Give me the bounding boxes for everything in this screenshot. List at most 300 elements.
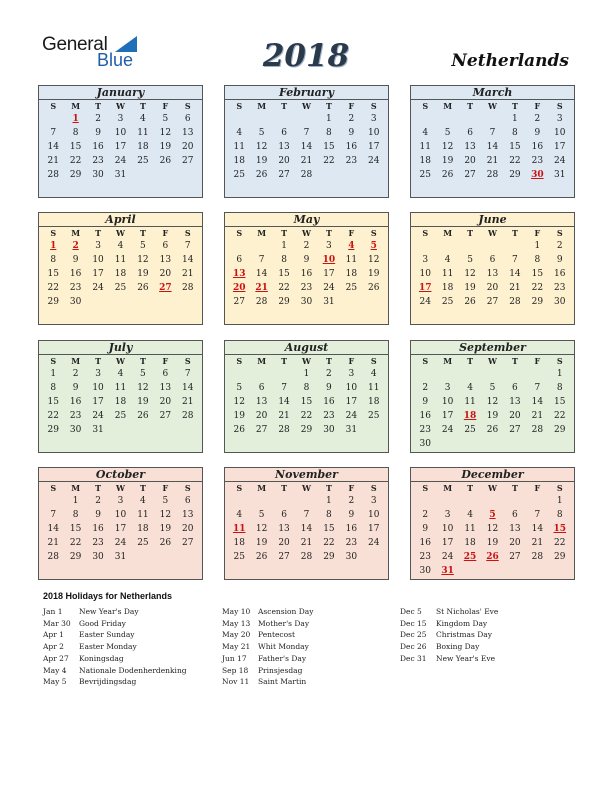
weekday-label: F: [534, 228, 541, 238]
day-cell: 15: [323, 142, 335, 152]
day-cell: 19: [159, 142, 172, 152]
month-february: [224, 85, 389, 198]
day-cell: 22: [278, 283, 290, 293]
day-cell: 15: [69, 142, 82, 152]
weekday-label: T: [139, 356, 146, 366]
day-cell: 22: [69, 156, 82, 166]
day-cell: 14: [300, 524, 313, 534]
logo-text-general: General: [42, 34, 108, 55]
day-cell: 24: [441, 552, 454, 562]
day-cell: 17: [368, 142, 380, 152]
day-cell: 8: [534, 255, 541, 265]
day-cell: 23: [345, 156, 358, 166]
day-cell: 17: [323, 269, 335, 279]
day-cell: 16: [554, 269, 566, 279]
day-cell: 3: [117, 114, 124, 124]
day-cell: 26: [137, 283, 149, 293]
holiday-row: [400, 641, 498, 653]
day-cell: 29: [554, 425, 566, 435]
day-cell: 16: [323, 397, 335, 407]
weekday-label: W: [302, 228, 311, 238]
day-cell: 3: [444, 510, 451, 520]
day-cell: 5: [236, 383, 243, 393]
day-cell: 4: [236, 128, 243, 138]
day-cell: 12: [255, 524, 268, 534]
weekday-label: T: [139, 483, 146, 493]
day-cell: 7: [303, 128, 310, 138]
day-cell: 31: [114, 170, 127, 180]
day-cell: 9: [72, 255, 79, 265]
month-title: April: [39, 213, 202, 227]
day-cell: 24: [92, 283, 104, 293]
day-cell: 1: [326, 496, 332, 506]
day-cell: 1: [303, 369, 310, 379]
day-cell: 16: [92, 142, 104, 152]
day-cell: 25: [345, 283, 358, 293]
day-cell: 29: [69, 552, 82, 562]
month-september: [410, 340, 575, 453]
day-cell: 15: [509, 142, 521, 152]
holiday-row: [400, 618, 498, 630]
day-cell: 7: [50, 128, 57, 138]
holiday-day-cell: 25: [463, 552, 477, 562]
day-cell: 6: [162, 241, 169, 251]
weekday-label: M: [71, 228, 81, 238]
weekday-label: F: [534, 483, 541, 493]
day-cell: 11: [464, 397, 476, 407]
day-cell: 14: [531, 524, 544, 534]
day-cell: 25: [368, 411, 380, 421]
weekday-label: T: [511, 228, 518, 238]
holiday-name: Koningsdag: [79, 653, 124, 663]
day-cell: 13: [182, 128, 194, 138]
day-cell: 3: [95, 369, 101, 379]
day-cell: 24: [554, 156, 566, 166]
holiday-day-cell: 26: [486, 552, 499, 562]
month-august: [224, 340, 389, 453]
day-cell: 2: [534, 114, 541, 124]
weekday-label: M: [257, 483, 267, 493]
holiday-name: New Year's Day: [79, 607, 139, 616]
day-cell: 27: [278, 552, 290, 562]
day-cell: 10: [419, 269, 431, 279]
weekday-label: M: [257, 101, 267, 111]
weekday-label: S: [556, 356, 563, 366]
day-cell: 6: [184, 496, 191, 506]
holiday-date: May 4: [43, 665, 67, 675]
day-cell: 13: [278, 524, 290, 534]
day-cell: 27: [486, 297, 499, 307]
empty-day-cell: [481, 494, 503, 508]
holiday-name: Whit Monday: [258, 642, 309, 652]
day-cell: 23: [323, 411, 335, 421]
day-cell: 23: [300, 283, 313, 293]
day-cell: 28: [300, 170, 313, 180]
day-cell: 2: [422, 383, 429, 393]
day-cell: 13: [159, 383, 172, 393]
day-cell: 2: [72, 369, 79, 379]
day-cell: 13: [159, 255, 172, 265]
day-cell: 28: [47, 552, 59, 562]
weekday-label: S: [556, 483, 563, 493]
day-cell: 3: [95, 241, 101, 251]
day-cell: 15: [47, 397, 59, 407]
day-cell: 1: [556, 369, 563, 379]
weekday-label: S: [422, 483, 429, 493]
day-cell: 24: [92, 411, 104, 421]
holiday-date: May 5: [43, 677, 67, 687]
day-cell: 16: [92, 524, 104, 534]
day-cell: 4: [236, 510, 243, 520]
day-cell: 1: [534, 241, 541, 251]
day-cell: 14: [486, 142, 499, 152]
weekday-label: F: [534, 101, 541, 111]
day-cell: 14: [509, 269, 521, 279]
day-cell: 23: [69, 283, 82, 293]
day-cell: 9: [348, 128, 355, 138]
day-cell: 9: [326, 383, 332, 393]
holiday-row: [43, 618, 187, 630]
day-cell: 1: [50, 369, 57, 379]
day-cell: 20: [464, 156, 476, 166]
holiday-row: [222, 606, 313, 618]
weekday-header-row: [411, 227, 574, 239]
day-cell: 25: [233, 552, 245, 562]
day-cell: 29: [278, 297, 290, 307]
holiday-name: St Nicholas' Eve: [436, 607, 499, 616]
weekday-label: S: [370, 101, 377, 111]
weekday-header-row: [39, 227, 202, 239]
weekday-label: F: [348, 228, 355, 238]
day-grid: [39, 494, 202, 564]
weekday-label: W: [116, 356, 125, 366]
empty-day-cell: [436, 239, 458, 253]
day-cell: 6: [258, 383, 265, 393]
day-cell: 18: [368, 397, 380, 407]
weekday-label: S: [370, 483, 377, 493]
day-grid: [411, 367, 574, 451]
day-cell: 2: [348, 114, 355, 124]
empty-day-cell: [228, 367, 250, 381]
weekday-label: W: [488, 356, 497, 366]
day-cell: 11: [419, 142, 431, 152]
holiday-row: [43, 641, 187, 653]
day-cell: 6: [467, 128, 473, 138]
month-title: June: [411, 213, 574, 227]
day-cell: 7: [489, 128, 496, 138]
weekday-label: W: [302, 356, 311, 366]
holiday-row: [43, 653, 187, 665]
day-cell: 19: [464, 283, 476, 293]
day-cell: 9: [422, 524, 429, 534]
holiday-row: [222, 665, 313, 677]
holiday-row: [222, 653, 313, 665]
month-october: [38, 467, 203, 580]
holiday-day-cell: 21: [255, 283, 268, 293]
weekday-label: M: [257, 356, 267, 366]
day-cell: 24: [441, 425, 454, 435]
day-cell: 4: [370, 369, 377, 379]
weekday-label: W: [116, 483, 125, 493]
day-cell: 19: [255, 156, 268, 166]
weekday-label: M: [443, 228, 453, 238]
holiday-date: Jun 17: [222, 653, 247, 663]
holiday-day-cell: 27: [159, 283, 172, 293]
weekday-label: M: [257, 228, 267, 238]
weekday-header-row: [411, 355, 574, 367]
day-grid: [39, 367, 202, 437]
day-cell: 5: [258, 128, 265, 138]
day-cell: 3: [556, 114, 563, 124]
empty-day-cell: [481, 367, 503, 381]
day-cell: 11: [114, 255, 127, 265]
day-cell: 22: [554, 411, 566, 421]
day-cell: 25: [233, 170, 245, 180]
day-cell: 26: [255, 552, 268, 562]
day-cell: 10: [554, 128, 566, 138]
day-cell: 14: [47, 524, 59, 534]
holiday-date: May 20: [222, 630, 251, 640]
weekday-label: S: [422, 356, 429, 366]
holiday-name: Kingdom Day: [436, 618, 488, 628]
day-cell: 22: [69, 538, 82, 548]
day-cell: 11: [368, 383, 380, 393]
month-december: [410, 467, 575, 580]
day-cell: 29: [300, 425, 313, 435]
empty-day-cell: [436, 367, 458, 381]
day-cell: 29: [509, 170, 521, 180]
empty-day-cell: [504, 367, 526, 381]
day-cell: 19: [233, 411, 245, 421]
day-cell: 12: [486, 524, 499, 534]
weekday-label: S: [184, 483, 191, 493]
empty-day-cell: [228, 494, 250, 508]
day-cell: 28: [509, 297, 521, 307]
weekday-label: S: [184, 101, 191, 111]
day-cell: 14: [182, 383, 194, 393]
holiday-date: May 21: [222, 642, 251, 652]
holiday-day-cell: 18: [463, 411, 477, 421]
day-cell: 16: [345, 524, 358, 534]
day-cell: 26: [441, 170, 454, 180]
day-cell: 30: [323, 425, 335, 435]
day-cell: 31: [345, 425, 358, 435]
weekday-label: T: [325, 228, 332, 238]
day-cell: 11: [464, 524, 476, 534]
day-cell: 26: [464, 297, 476, 307]
day-cell: 11: [137, 510, 149, 520]
day-cell: 12: [486, 397, 499, 407]
day-cell: 20: [278, 538, 290, 548]
empty-day-cell: [414, 112, 436, 126]
day-cell: 5: [162, 496, 169, 506]
day-cell: 21: [182, 397, 194, 407]
day-cell: 23: [554, 283, 566, 293]
holiday-name: Father's Day: [258, 653, 307, 663]
weekday-label: T: [511, 483, 518, 493]
day-cell: 23: [419, 552, 431, 562]
day-cell: 5: [258, 510, 265, 520]
day-cell: 11: [114, 383, 127, 393]
weekday-label: T: [467, 483, 474, 493]
empty-day-cell: [459, 367, 481, 381]
day-cell: 21: [278, 411, 290, 421]
day-cell: 29: [69, 170, 82, 180]
day-cell: 1: [556, 496, 563, 506]
day-cell: 27: [278, 170, 290, 180]
day-cell: 10: [368, 510, 380, 520]
holiday-row: [43, 606, 187, 618]
holiday-day-cell: 31: [441, 566, 454, 576]
day-cell: 23: [419, 425, 431, 435]
empty-day-cell: [436, 112, 458, 126]
weekday-label: T: [511, 356, 518, 366]
day-cell: 7: [534, 383, 541, 393]
weekday-label: T: [467, 228, 474, 238]
empty-day-cell: [250, 239, 272, 253]
day-cell: 31: [114, 552, 127, 562]
day-cell: 4: [140, 496, 146, 506]
day-cell: 5: [489, 383, 496, 393]
day-cell: 1: [326, 114, 332, 124]
holiday-day-cell: 1: [72, 114, 79, 124]
month-title: January: [39, 86, 202, 100]
day-cell: 18: [441, 283, 454, 293]
weekday-label: F: [162, 483, 169, 493]
holiday-row: [222, 641, 313, 653]
holiday-date: May 10: [222, 607, 251, 616]
empty-day-cell: [459, 239, 481, 253]
weekday-label: T: [281, 228, 288, 238]
holiday-day-cell: 10: [322, 255, 336, 265]
weekday-label: S: [236, 483, 243, 493]
day-cell: 25: [441, 297, 454, 307]
empty-day-cell: [42, 494, 64, 508]
weekday-label: S: [370, 228, 377, 238]
empty-day-cell: [228, 239, 250, 253]
day-cell: 12: [464, 269, 476, 279]
day-cell: 25: [137, 538, 149, 548]
empty-day-cell: [42, 112, 64, 126]
day-cell: 21: [486, 156, 499, 166]
day-cell: 22: [323, 156, 335, 166]
day-cell: 8: [281, 255, 287, 265]
holiday-column: [43, 606, 187, 688]
day-grid: [411, 239, 574, 309]
day-cell: 19: [255, 538, 268, 548]
day-cell: 12: [368, 255, 380, 265]
day-cell: 13: [509, 524, 521, 534]
weekday-label: W: [302, 101, 311, 111]
day-cell: 8: [512, 128, 518, 138]
day-cell: 22: [300, 411, 313, 421]
day-cell: 31: [554, 170, 566, 180]
weekday-label: M: [443, 483, 453, 493]
empty-day-cell: [250, 112, 272, 126]
day-cell: 28: [255, 297, 268, 307]
weekday-label: S: [50, 101, 57, 111]
day-cell: 12: [159, 510, 172, 520]
day-cell: 10: [92, 255, 104, 265]
holiday-row: [400, 606, 498, 618]
day-cell: 18: [464, 538, 476, 548]
day-cell: 18: [137, 524, 149, 534]
day-cell: 5: [140, 241, 146, 251]
weekday-header-row: [225, 227, 388, 239]
day-cell: 9: [95, 128, 101, 138]
day-cell: 18: [419, 156, 431, 166]
weekday-header-row: [411, 482, 574, 494]
day-cell: 14: [531, 397, 544, 407]
day-cell: 16: [419, 538, 431, 548]
day-cell: 13: [255, 397, 268, 407]
day-grid: [411, 112, 574, 182]
month-title: August: [225, 341, 388, 355]
weekday-label: S: [236, 356, 243, 366]
holiday-day-cell: 4: [348, 241, 355, 251]
holiday-row: [222, 629, 313, 641]
day-cell: 21: [531, 538, 544, 548]
day-cell: 28: [531, 425, 544, 435]
day-cell: 11: [345, 255, 358, 265]
day-cell: 4: [140, 114, 146, 124]
day-cell: 24: [419, 297, 431, 307]
holiday-day-cell: 5: [370, 241, 377, 251]
holiday-row: [43, 629, 187, 641]
day-cell: 27: [182, 156, 194, 166]
weekday-label: T: [95, 483, 102, 493]
weekday-label: M: [71, 356, 81, 366]
day-cell: 30: [92, 552, 104, 562]
day-cell: 23: [92, 538, 104, 548]
day-cell: 4: [117, 241, 124, 251]
day-cell: 6: [281, 128, 287, 138]
month-may: [224, 212, 389, 325]
day-cell: 4: [117, 369, 124, 379]
holiday-name: Boxing Day: [436, 642, 480, 652]
day-cell: 31: [323, 297, 335, 307]
day-cell: 10: [345, 383, 358, 393]
day-cell: 28: [47, 170, 59, 180]
empty-day-cell: [273, 494, 295, 508]
day-cell: 2: [422, 510, 429, 520]
day-cell: 3: [326, 241, 332, 251]
day-cell: 4: [444, 255, 451, 265]
day-grid: [225, 239, 388, 309]
day-cell: 15: [531, 269, 544, 279]
day-cell: 29: [323, 552, 335, 562]
day-cell: 9: [556, 255, 563, 265]
weekday-label: S: [50, 356, 57, 366]
day-cell: 9: [303, 255, 310, 265]
day-cell: 20: [182, 142, 194, 152]
day-cell: 30: [69, 297, 82, 307]
day-cell: 27: [233, 297, 245, 307]
day-cell: 28: [300, 552, 313, 562]
day-cell: 19: [137, 397, 149, 407]
day-cell: 4: [467, 510, 473, 520]
day-cell: 28: [531, 552, 544, 562]
day-cell: 13: [182, 510, 194, 520]
day-cell: 24: [368, 538, 380, 548]
weekday-label: S: [236, 228, 243, 238]
weekday-header-row: [39, 482, 202, 494]
day-cell: 10: [114, 510, 127, 520]
day-cell: 9: [95, 510, 101, 520]
day-cell: 9: [72, 383, 79, 393]
weekday-label: F: [534, 356, 541, 366]
day-cell: 5: [444, 128, 451, 138]
